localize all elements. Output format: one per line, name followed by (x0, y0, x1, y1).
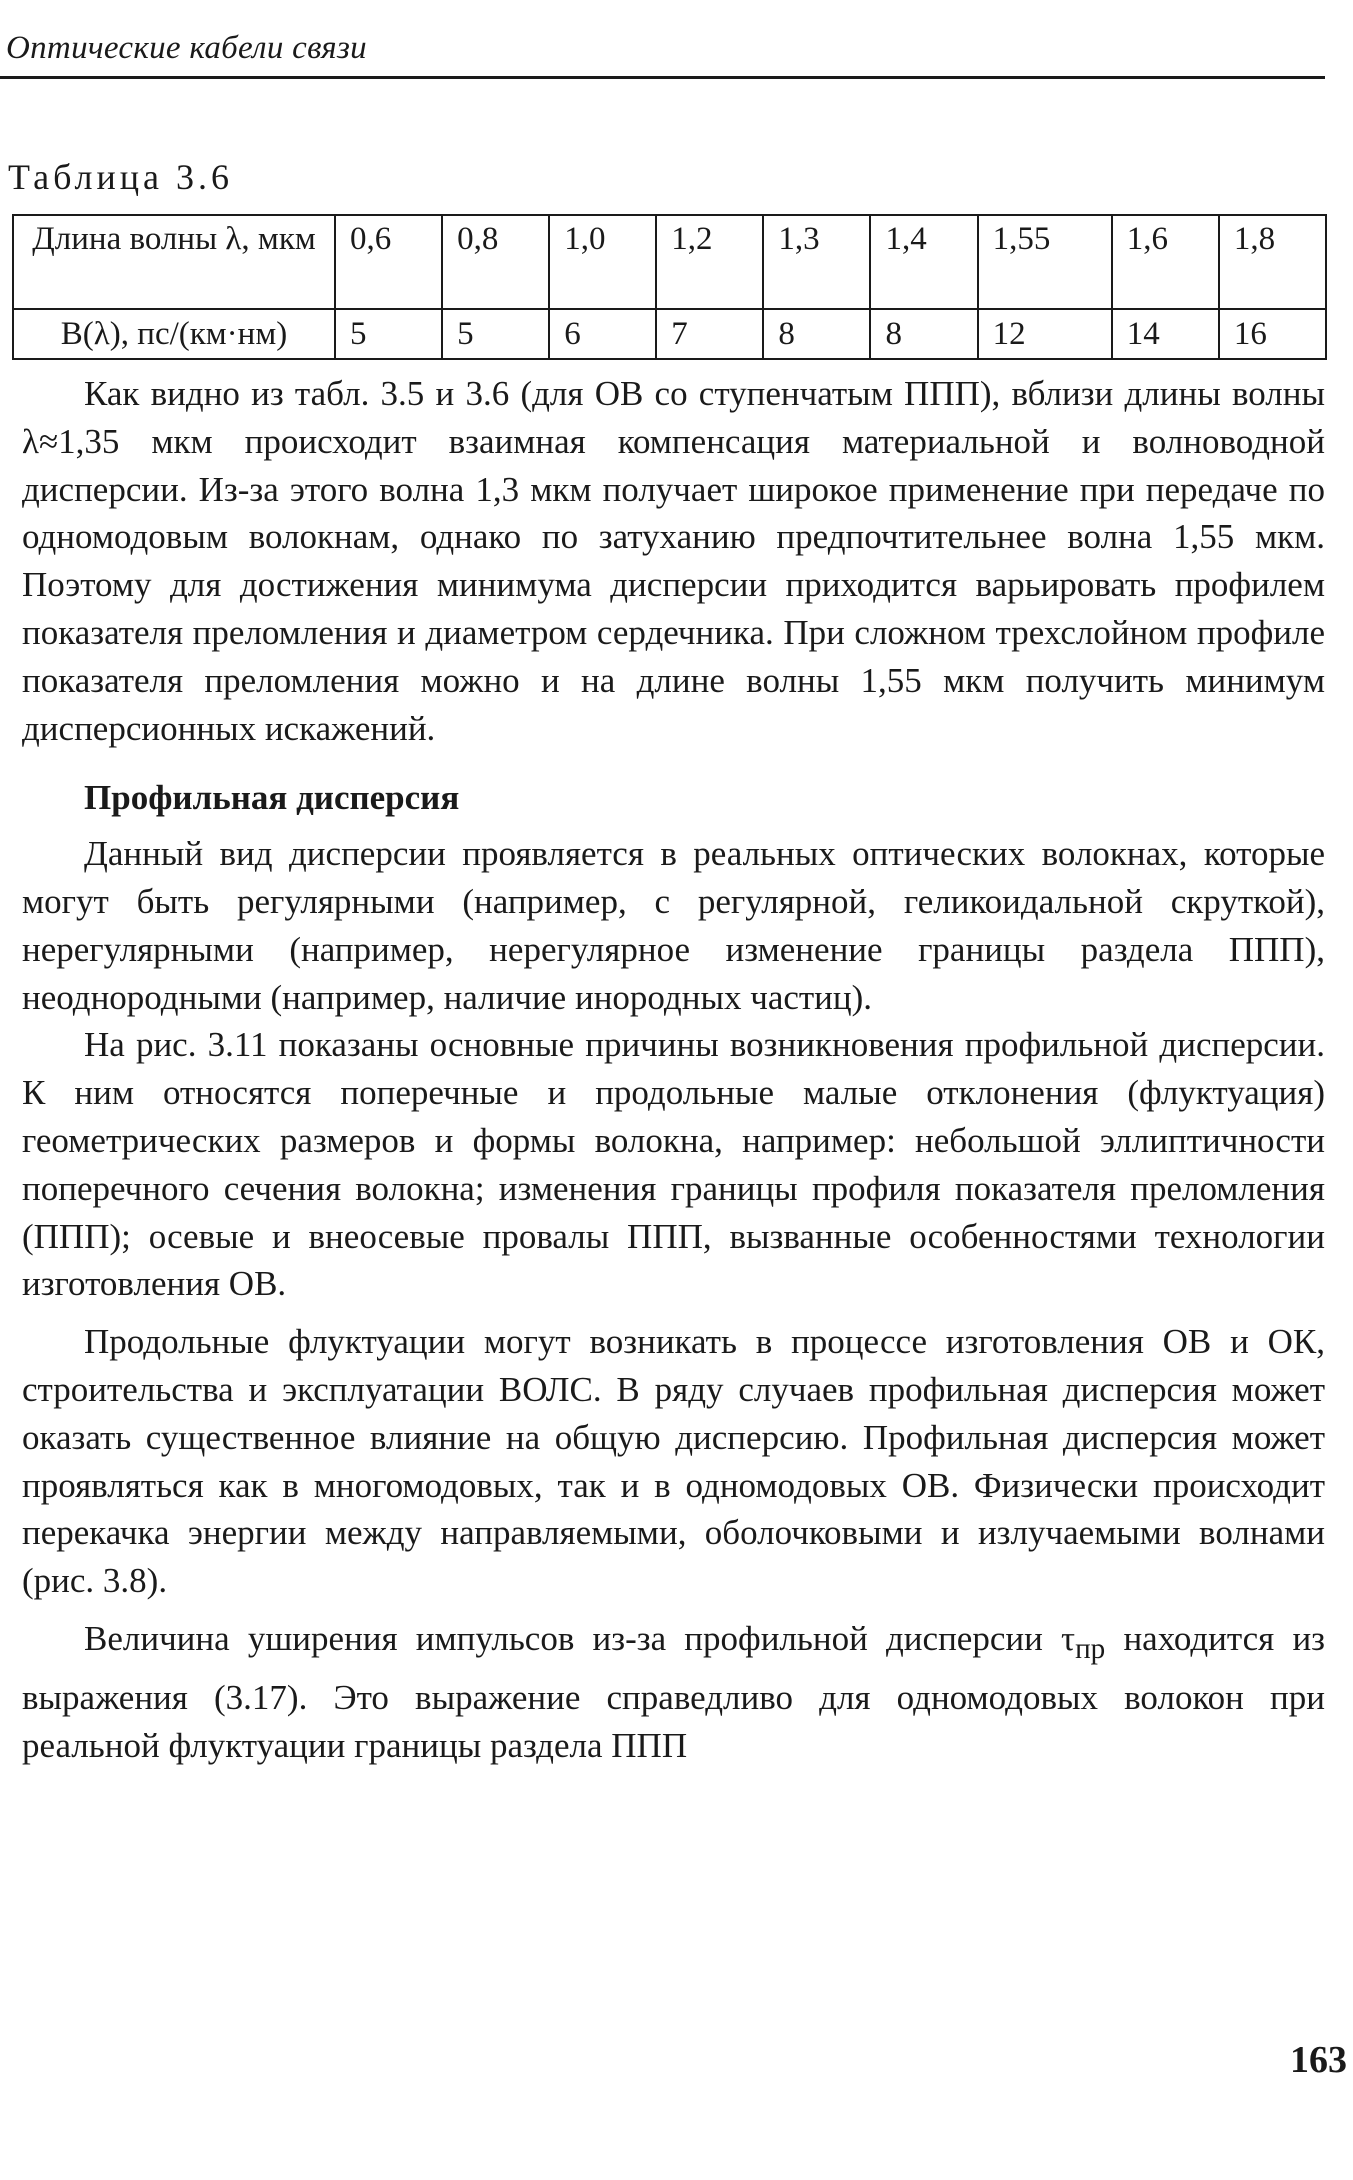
table-row (13, 309, 1326, 359)
row-header: Длина волны λ, мкм (13, 215, 335, 309)
paragraph: Продольные флуктуации могут возникать в процессе изготовления ОВ и ОК, строительства и эксплуатации ВОЛС. В ряду случаев профильная дисперсия может оказать существенное влияние на общую дисперсию. Профильная дисперсия может проявляться как в многомодовых, так и в одномодовых ОВ. Физически происходит перекачка энергии между направляемыми, оболочковыми и излучаемыми волнами (рис. 3.8). (22, 1322, 1325, 1601)
table-cell: 6 (549, 309, 656, 359)
table-cell: 1,2 (656, 215, 763, 309)
paragraph-text: находится из выражения (3.17). Это выражение справедливо для одномодовых волокон при реальной флуктуации границы раздела ППП (22, 1618, 1325, 1765)
table-cell: 1,55 (978, 215, 1112, 309)
table-cell: 0,6 (335, 215, 442, 309)
table-cell: 12 (978, 309, 1112, 359)
paragraph-text: Величина уширения импульсов из-за профильной дисперсии τ (84, 1618, 1076, 1658)
section-heading: Профильная дисперсия (84, 778, 460, 818)
table-cell: 5 (335, 309, 442, 359)
table-cell: 0,8 (442, 215, 549, 309)
wavelength-dispersion-table (12, 214, 1327, 360)
table-cell: 8 (870, 309, 977, 359)
table-cell: 1,3 (763, 215, 870, 309)
table-row (13, 215, 1326, 309)
header-rule (0, 76, 1325, 79)
table-cell: 1,8 (1219, 215, 1326, 309)
table-cell: 16 (1219, 309, 1326, 359)
table-caption: Таблица 3.6 (8, 157, 233, 197)
subscript: пр (1075, 1632, 1106, 1665)
paragraph: На рис. 3.11 показаны основные причины возникновения профильной дисперсии. К ним относятся поперечные и продольные малые отклонения (флуктуация) геометрических размеров и формы волокна, например: небольшой эллиптичности поперечного сечения волокна; изменения границы профиля показателя преломления (ППП); осевые и внеосевые провалы ППП, вызванные особенностями технологии изготовления ОВ. (22, 1025, 1325, 1304)
paragraph (22, 1615, 1325, 1769)
table-cell: 1,4 (870, 215, 977, 309)
table-cell: 1,0 (549, 215, 656, 309)
table-cell: 1,6 (1112, 215, 1219, 309)
running-header: Оптические кабели связи (6, 30, 367, 66)
paragraph: Как видно из табл. 3.5 и 3.6 (для ОВ со ступенчатым ППП), вблизи длины волны λ≈1,35 мкм происходит взаимная компенсация материальной и волноводной дисперсии. Из-за этого волна 1,3 мкм получает широкое применение при передаче по одномодовым волокнам, однако по затуханию предпочтительнее волна 1,55 мкм. Поэтому для достижения минимума дисперсии приходится варьировать профилем показателя преломления и диаметром сердечника. При сложном трехслойном профиле показателя преломления можно и на длине волны 1,55 мкм получить минимум дисперсионных искажений. (22, 374, 1325, 748)
table-cell: 8 (763, 309, 870, 359)
row-header: B(λ), пс/(км·нм) (13, 309, 335, 359)
body-text (22, 370, 1325, 1769)
table-cell: 7 (656, 309, 763, 359)
table-cell: 5 (442, 309, 549, 359)
table-cell: 14 (1112, 309, 1219, 359)
paragraph: Данный вид дисперсии проявляется в реальных оптических волокнах, которые могут быть регулярными (например, с регулярной, геликоидальной скруткой), нерегулярными (например, нерегулярное изменение границы раздела ППП), неоднородными (например, наличие инородных частиц). (22, 834, 1325, 1017)
page-number: 163 (1290, 2039, 1347, 2081)
